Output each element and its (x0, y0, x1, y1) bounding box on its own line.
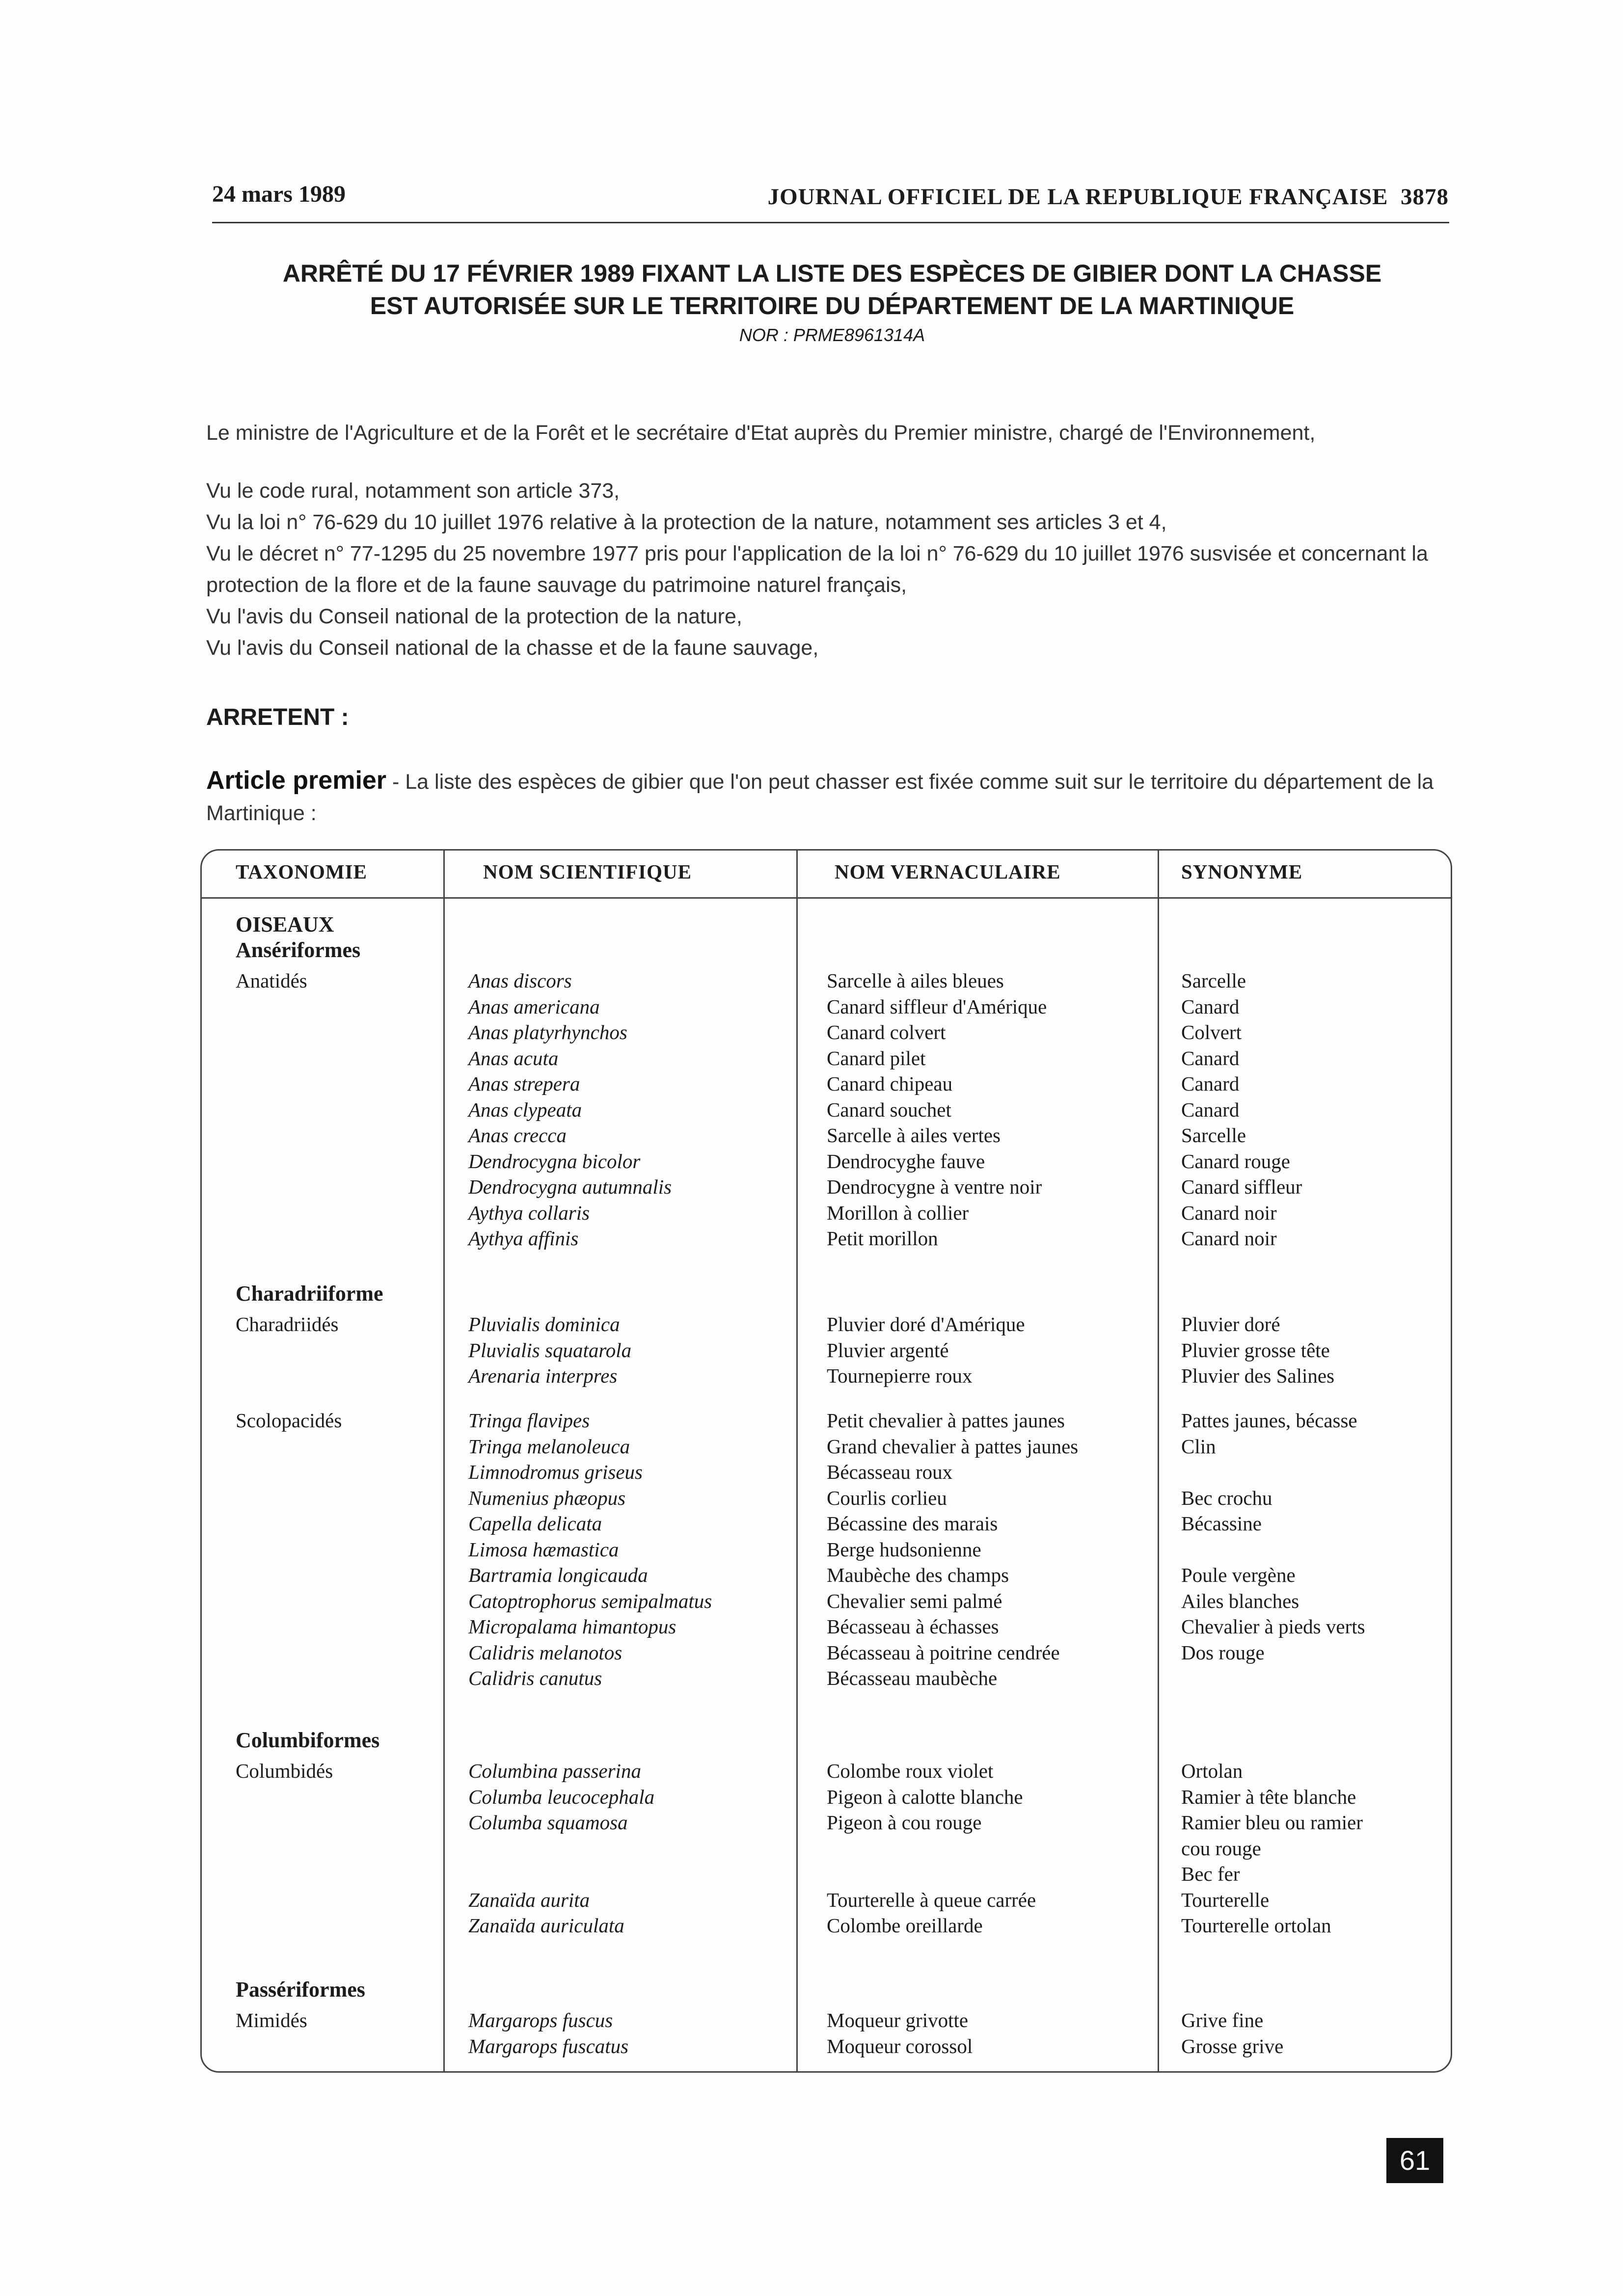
scientific-name-cell: Micropalama himantopus (468, 1615, 676, 1638)
scientific-name-cell: Capella delicata (468, 1512, 602, 1535)
famille-label: Columbidés (236, 1760, 333, 1782)
scientific-name-cell: Calidris canutus (468, 1667, 602, 1689)
vernacular-name-cell: Sarcelle à ailes bleues (827, 969, 1004, 992)
synonym-cell: Canard noir (1181, 1227, 1277, 1250)
scientific-name-cell: Pluvialis dominica (468, 1313, 620, 1335)
synonym-cell: Grive fine (1181, 2009, 1264, 2031)
vernacular-name-cell: Colombe roux violet (827, 1760, 994, 1782)
vernacular-name-cell: Canard colvert (827, 1021, 946, 1043)
synonym-cell: Sarcelle (1181, 969, 1246, 992)
ordre-label: Passériformes (236, 1977, 365, 2002)
synonym-cell: Canard rouge (1181, 1149, 1290, 1173)
scientific-name-cell: Anas americana (468, 995, 600, 1018)
scientific-name-cell: Margarops fuscatus (468, 2034, 629, 2057)
scientific-name-cell: Anas acuta (468, 1046, 559, 1069)
column-divider (796, 849, 798, 2073)
vernacular-name-cell: Moqueur corossol (827, 2034, 973, 2057)
scientific-name-cell: Anas platyrhynchos (468, 1021, 627, 1043)
scientific-name-cell: Dendrocygna autumnalis (468, 1175, 672, 1198)
synonym-cell: Grosse grive (1181, 2034, 1284, 2057)
vernacular-name-cell: Grand chevalier à pattes jaunes (827, 1435, 1079, 1458)
synonym-cell: Pluvier grosse tête (1181, 1338, 1330, 1362)
scientific-name-cell: Anas discors (468, 969, 572, 992)
scientific-name-cell: Zanaïda aurita (468, 1888, 590, 1911)
synonym-cell: Pattes jaunes, bécasse (1181, 1409, 1357, 1432)
column-header-taxonomie: TAXONOMIE (236, 860, 367, 883)
visa-line: Vu l'avis du Conseil national de la chasse et de la faune sauvage, (206, 636, 819, 660)
vernacular-name-cell: Bécasseau maubèche (827, 1667, 998, 1689)
article-text: - La liste des espèces de gibier que l'on peut chasser est fixée comme suit sur le territoire du département de la Martinique : (206, 770, 1434, 825)
scientific-name-cell: Columba leucocephala (468, 1785, 655, 1808)
vernacular-name-cell: Canard souchet (827, 1098, 951, 1121)
vernacular-name-cell: Morillon à collier (827, 1201, 969, 1224)
scientific-name-cell: Limosa hæmastica (468, 1538, 619, 1561)
journal-title (768, 184, 1449, 210)
scientific-name-cell: Aythya collaris (468, 1201, 590, 1224)
ordre-label: Charadriiforme (236, 1281, 383, 1306)
vernacular-name-cell: Courlis corlieu (827, 1486, 947, 1509)
scientific-name-cell: Anas crecca (468, 1124, 567, 1147)
arretent-heading: ARRETENT : (206, 704, 349, 730)
synonym-cell: Pluvier des Salines (1181, 1364, 1335, 1387)
synonym-cell: Poule vergène (1181, 1564, 1296, 1586)
ordre-label: Ansériformes (236, 938, 361, 962)
scientific-name-cell: Bartramia longicauda (468, 1564, 648, 1586)
column-header-nom-vernaculaire: NOM VERNACULAIRE (835, 860, 1061, 883)
vernacular-name-cell: Colombe oreillarde (827, 1914, 983, 1937)
column-header-synonyme: SYNONYME (1181, 860, 1303, 883)
vernacular-name-cell: Canard pilet (827, 1046, 926, 1069)
journal-name: JOURNAL OFFICIEL DE LA REPUBLIQUE FRANÇAISE (767, 184, 1388, 210)
synonym-cell: Canard siffleur (1181, 1175, 1302, 1198)
famille-label: Scolopacidés (236, 1409, 342, 1432)
scientific-name-cell: Limnodromus griseus (468, 1461, 643, 1483)
scientific-name-cell: Margarops fuscus (468, 2009, 613, 2031)
scientific-name-cell: Calidris melanotos (468, 1641, 622, 1664)
scientific-name-cell: Zanaïda auriculata (468, 1914, 624, 1937)
header-rule (212, 222, 1449, 223)
scientific-name-cell: Anas strepera (468, 1072, 580, 1095)
vernacular-name-cell: Petit morillon (827, 1227, 938, 1250)
scientific-name-cell: Dendrocygna bicolor (468, 1149, 641, 1173)
table-header-rule (200, 897, 1452, 899)
vernacular-name-cell: Chevalier semi palmé (827, 1589, 1002, 1612)
vernacular-name-cell: Bécasseau à échasses (827, 1615, 999, 1638)
vernacular-name-cell: Dendrocyghe fauve (827, 1149, 985, 1173)
header-date: 24 mars 1989 (212, 181, 346, 207)
synonym-cell: Canard (1181, 1098, 1240, 1121)
column-divider (443, 849, 445, 2073)
visa-line: Vu l'avis du Conseil national de la protection de la nature, (206, 605, 742, 628)
nor-reference: NOR : PRME8961314A (739, 325, 925, 345)
synonym-cell: Tourterelle ortolan (1181, 1914, 1331, 1937)
visa-line: Vu la loi n° 76-629 du 10 juillet 1976 relative à la protection de la nature, notamment ses articles 3 et 4, (206, 510, 1167, 534)
vernacular-name-cell: Canard siffleur d'Amérique (827, 995, 1047, 1018)
synonym-cell: Bec fer (1181, 1863, 1240, 1885)
scientific-name-cell: Numenius phæopus (468, 1486, 626, 1509)
column-header-nom-scientifique: NOM SCIENTIFIQUE (483, 860, 692, 883)
famille-label: Anatidés (236, 969, 307, 992)
synonym-cell: Pluvier doré (1181, 1313, 1280, 1335)
visa-line: Vu le décret n° 77-1295 du 25 novembre 1977 pris pour l'application de la loi n° 76-629 du 10 juillet 1976 susvisée et concernant la protection de la flore et de la faune sauvage du patrimoine naturel français, (206, 542, 1428, 597)
vernacular-name-cell: Berge hudsonienne (827, 1538, 981, 1561)
vernacular-name-cell: Sarcelle à ailes vertes (827, 1124, 1001, 1147)
scientific-name-cell: Anas clypeata (468, 1098, 582, 1121)
classe-label: OISEAUX (236, 912, 334, 936)
article-premier (206, 765, 1451, 829)
famille-label: Mimidés (236, 2009, 307, 2031)
page-number: 61 (1386, 2138, 1443, 2183)
synonym-cell: Canard (1181, 1072, 1240, 1095)
scientific-name-cell: Pluvialis squatarola (468, 1338, 632, 1362)
famille-label: Charadriidés (236, 1313, 339, 1335)
synonym-cell: cou rouge (1181, 1837, 1261, 1860)
vernacular-name-cell: Maubèche des champs (827, 1564, 1009, 1586)
ordre-label: Columbiformes (236, 1728, 380, 1752)
vernacular-name-cell: Tourterelle à queue carrée (827, 1888, 1036, 1911)
synonym-cell: Canard (1181, 1046, 1240, 1069)
vernacular-name-cell: Petit chevalier à pattes jaunes (827, 1409, 1065, 1432)
synonym-cell: Ramier à tête blanche (1181, 1785, 1356, 1808)
scientific-name-cell: Arenaria interpres (468, 1364, 618, 1387)
vernacular-name-cell: Canard chipeau (827, 1072, 953, 1095)
scientific-name-cell: Aythya affinis (468, 1227, 579, 1250)
decree-title-line-1: ARRÊTÉ DU 17 FÉVRIER 1989 FIXANT LA LISTE DES ESPÈCES DE GIBIER DONT LA CHASSE (282, 260, 1382, 287)
synonym-cell: Bécassine (1181, 1512, 1262, 1535)
decree-title-line-2: EST AUTORISÉE SUR LE TERRITOIRE DU DÉPARTEMENT DE LA MARTINIQUE (370, 292, 1295, 320)
synonym-cell: Colvert (1181, 1021, 1242, 1043)
synonym-cell: Chevalier à pieds verts (1181, 1615, 1365, 1638)
synonym-cell: Canard (1181, 995, 1240, 1018)
vernacular-name-cell: Bécasseau roux (827, 1461, 953, 1483)
vernacular-name-cell: Pluvier argenté (827, 1338, 949, 1362)
scientific-name-cell: Columba squamosa (468, 1811, 628, 1834)
vernacular-name-cell: Dendrocygne à ventre noir (827, 1175, 1042, 1198)
visa-line: Vu le code rural, notamment son article 373, (206, 479, 620, 503)
visas-block (206, 475, 1451, 664)
vernacular-name-cell: Tournepierre roux (827, 1364, 973, 1387)
synonym-cell: Tourterelle (1181, 1888, 1270, 1911)
synonym-cell: Ailes blanches (1181, 1589, 1299, 1612)
scientific-name-cell: Catoptrophorus semipalmatus (468, 1589, 712, 1612)
vernacular-name-cell: Moqueur grivotte (827, 2009, 969, 2031)
synonym-cell: Ortolan (1181, 1760, 1243, 1782)
synonym-cell: Sarcelle (1181, 1124, 1246, 1147)
intro-paragraph: Le ministre de l'Agriculture et de la Forêt et le secrétaire d'Etat auprès du Premier ministre, chargé de l'Environnement, (206, 421, 1316, 445)
synonym-cell: Clin (1181, 1435, 1216, 1458)
synonym-cell: Ramier bleu ou ramier (1181, 1811, 1363, 1834)
journal-page-ref: 3878 (1401, 184, 1449, 210)
column-divider (1158, 849, 1159, 2073)
synonym-cell: Canard noir (1181, 1201, 1277, 1224)
vernacular-name-cell: Bécasseau à poitrine cendrée (827, 1641, 1060, 1664)
synonym-cell: Dos rouge (1181, 1641, 1265, 1664)
scientific-name-cell: Columbina passerina (468, 1760, 641, 1782)
scientific-name-cell: Tringa melanoleuca (468, 1435, 630, 1458)
vernacular-name-cell: Pigeon à calotte blanche (827, 1785, 1023, 1808)
article-heading: Article premier (206, 766, 387, 795)
scientific-name-cell: Tringa flavipes (468, 1409, 590, 1432)
synonym-cell: Bec crochu (1181, 1486, 1272, 1509)
vernacular-name-cell: Bécassine des marais (827, 1512, 998, 1535)
vernacular-name-cell: Pluvier doré d'Amérique (827, 1313, 1025, 1335)
vernacular-name-cell: Pigeon à cou rouge (827, 1811, 982, 1834)
